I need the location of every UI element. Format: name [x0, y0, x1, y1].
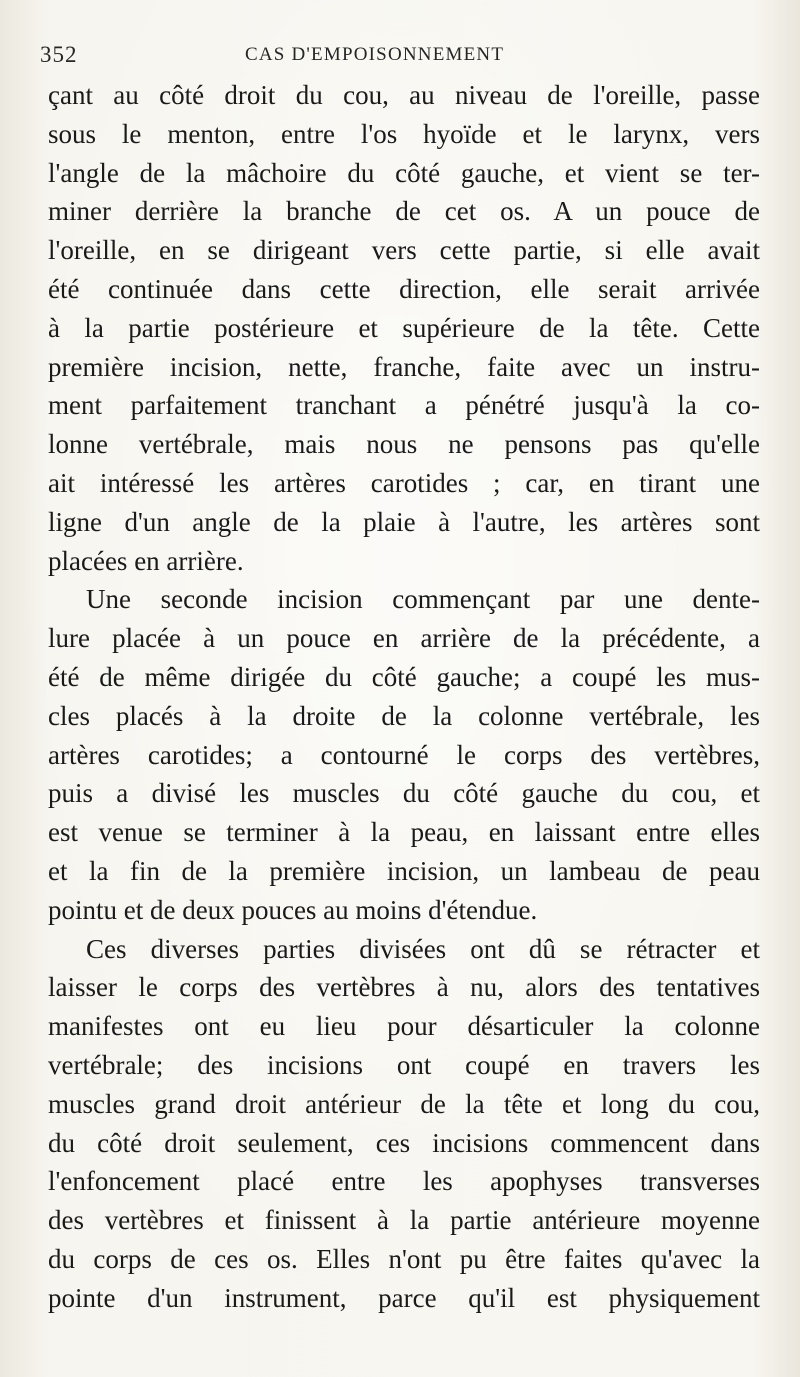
page-number: 352: [40, 42, 78, 67]
text-line: ait intéressé les artères carotides ; car, en tirant une: [48, 467, 760, 498]
text-line: été continuée dans cette direction, elle serait arrivée: [48, 273, 760, 304]
text-line: pointu et de deux pouces au moins d'étendue.: [48, 894, 538, 925]
text-line: lure placée à un pouce en arrière de la précédente, a: [48, 623, 760, 654]
text-line: l'enfoncement placé entre les apophyses transverses: [48, 1166, 760, 1197]
text-line: miner derrière la branche de cet os. A un pouce de: [48, 196, 760, 227]
text-line: l'oreille, en se dirigeant vers cette partie, si elle avait: [48, 235, 760, 266]
running-title: CAS D'EMPOISONNEMENT: [245, 44, 505, 65]
text-line: muscles grand droit antérieur de la tête et long du cou,: [48, 1088, 760, 1119]
text-line: à la partie postérieure et supérieure de la tête. Cette: [48, 312, 760, 343]
text-line: sous le menton, entre l'os hyoïde et le larynx, vers: [48, 118, 760, 149]
text-line: çant au côté droit du cou, au niveau de l'oreille, passe: [48, 80, 760, 110]
text-line: laisser le corps des vertèbres à nu, alors des tentatives: [48, 972, 760, 1003]
running-head: [40, 42, 760, 76]
text-line: ligne d'un angle de la plaie à l'autre, les artères sont: [48, 506, 760, 537]
text-line: est venue se terminer à la peau, en laissant entre elles: [48, 817, 760, 848]
text-line: Une seconde incision commençant par une dente-: [86, 584, 760, 615]
body-text: [48, 76, 760, 1318]
text-line: des vertèbres et finissent à la partie antérieure moyenne: [48, 1205, 760, 1236]
text-line: placées en arrière.: [48, 545, 244, 576]
text-line: et la fin de la première incision, un lambeau de peau: [48, 855, 760, 886]
text-line: du corps de ces os. Elles n'ont pu être faites qu'avec la: [48, 1243, 760, 1274]
text-line: été de même dirigée du côté gauche; a coupé les mus-: [48, 661, 760, 692]
text-line: ment parfaitement tranchant a pénétré jusqu'à la co-: [48, 390, 760, 421]
text-line: puis a divisé les muscles du côté gauche du cou, et: [48, 778, 760, 809]
text-line: manifestes ont eu lieu pour désarticuler la colonne: [48, 1011, 760, 1042]
text-line: vertébrale; des incisions ont coupé en travers les: [48, 1049, 760, 1080]
text-line: lonne vertébrale, mais nous ne pensons pas qu'elle: [48, 429, 760, 460]
text-line: artères carotides; a contourné le corps des vertèbres,: [48, 739, 760, 770]
text-line: Ces diverses parties divisées ont dû se rétracter et: [86, 933, 760, 964]
text-line: pointe d'un instrument, parce qu'il est physiquement: [48, 1282, 760, 1313]
text-line: du côté droit seulement, ces incisions commencent dans: [48, 1127, 760, 1158]
text-line: l'angle de la mâchoire du côté gauche, et vient se ter-: [48, 157, 760, 188]
text-line: première incision, nette, franche, faite avec un instru-: [48, 351, 760, 382]
text-line: cles placés à la droite de la colonne vertébrale, les: [48, 700, 760, 731]
